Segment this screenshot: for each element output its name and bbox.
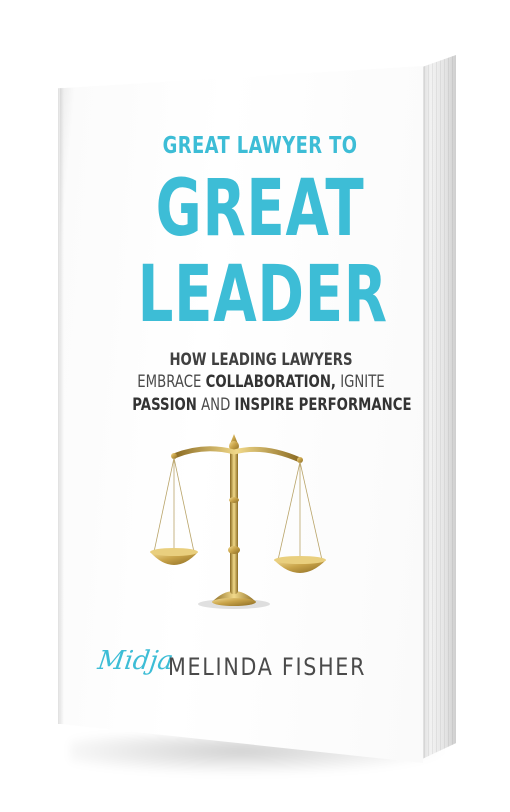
title-line-great: GREAT: [155, 164, 365, 254]
title-line-leader: LEADER: [137, 250, 388, 340]
author-row: [95, 646, 428, 686]
subtitle-line-2: EMBRACE COLLABORATION, IGNITE: [137, 372, 385, 392]
author-name: MELINDA FISHER: [168, 653, 367, 681]
cover-spine-shadow: [58, 66, 64, 763]
subtitle-line-3: PASSION AND INSPIRE PERFORMANCE: [132, 395, 412, 415]
title-line-small: GREAT LAWYER TO: [162, 133, 358, 159]
subtitle-line-1: HOW LEADING LAWYERS: [169, 350, 353, 370]
scales-of-justice-icon: [150, 430, 340, 610]
author-signature: Midja: [95, 646, 176, 676]
